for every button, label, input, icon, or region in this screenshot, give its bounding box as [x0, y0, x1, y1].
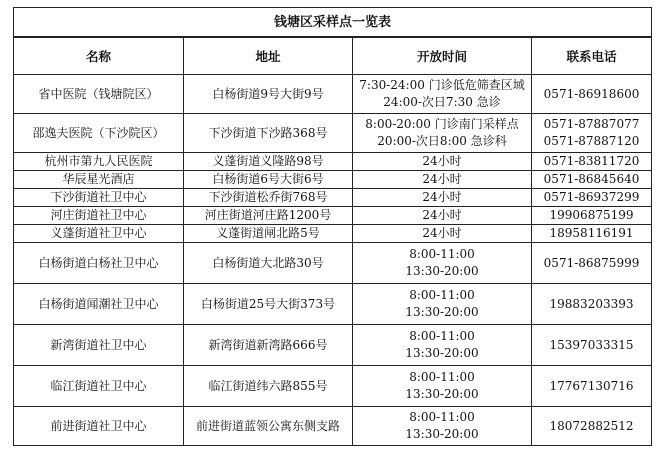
table-row — [14, 366, 652, 407]
hours-line: 8:00-11:00 — [409, 410, 475, 424]
site-name: 华辰星光酒店 — [14, 171, 184, 189]
site-address: 白杨街道9号大街9号 — [184, 75, 353, 114]
table-row — [14, 171, 652, 189]
site-hours: 24小时 — [353, 207, 532, 225]
site-phone: 18958116191 — [532, 225, 652, 243]
table-row — [14, 225, 652, 243]
hours-line: 13:30-20:00 — [405, 427, 479, 441]
site-phone: 0571-83811720 — [532, 153, 652, 171]
table-row — [14, 407, 652, 446]
table-row — [14, 207, 652, 225]
site-address: 新湾街道新湾路666号 — [184, 325, 353, 366]
site-address: 河庄街道河庄路1200号 — [184, 207, 353, 225]
site-phone: 0571-86845640 — [532, 171, 652, 189]
site-name: 杭州市第九人民医院 — [14, 153, 184, 171]
site-hours — [353, 75, 532, 114]
site-hours — [353, 325, 532, 366]
site-hours: 24小时 — [353, 153, 532, 171]
site-name: 新湾街道社卫中心 — [14, 325, 184, 366]
site-name: 下沙街道社卫中心 — [14, 189, 184, 207]
site-hours — [353, 407, 532, 446]
hours-line: 8:00-20:00 门诊南门采样点 — [365, 117, 519, 131]
site-name: 临江街道社卫中心 — [14, 366, 184, 407]
site-name: 省中医院（钱塘院区） — [14, 75, 184, 114]
hours-line: 13:30-20:00 — [405, 305, 479, 319]
column-header-hours: 开放时间 — [353, 37, 532, 75]
site-phone: 18072882512 — [532, 407, 652, 446]
sampling-sites-sheet — [13, 7, 651, 446]
table-row — [14, 189, 652, 207]
hours-line: 8:00-11:00 — [409, 370, 475, 384]
site-address: 义蓬街道闸北路5号 — [184, 225, 353, 243]
phone-line: 0571-87887120 — [543, 134, 640, 148]
hours-line: 13:30-20:00 — [405, 346, 479, 360]
table-row — [14, 243, 652, 284]
site-address: 前进街道蓝领公寓东侧支路 — [184, 407, 353, 446]
hours-line: 8:00-11:00 — [409, 247, 475, 261]
site-address: 义蓬街道义隆路98号 — [184, 153, 353, 171]
site-hours — [353, 114, 532, 153]
site-name: 白杨街道白杨社卫中心 — [14, 243, 184, 284]
site-address: 白杨街道6号大街6号 — [184, 171, 353, 189]
site-phone: 19883203393 — [532, 284, 652, 325]
site-phone: 19906875199 — [532, 207, 652, 225]
hours-line: 13:30-20:00 — [405, 387, 479, 401]
table-title: 钱塘区采样点一览表 — [14, 8, 652, 38]
table-row — [14, 114, 652, 153]
site-phone: 0571-86918600 — [532, 75, 652, 114]
hours-line: 13:30-20:00 — [405, 264, 479, 278]
site-hours: 24小时 — [353, 171, 532, 189]
column-header-name: 名称 — [14, 37, 184, 75]
table-row — [14, 284, 652, 325]
site-name: 邵逸夫医院（下沙院区） — [14, 114, 184, 153]
site-name: 河庄街道社卫中心 — [14, 207, 184, 225]
site-address: 临江街道纬六路855号 — [184, 366, 353, 407]
hours-line: 7:30-24:00 门诊低危筛查区域 — [359, 78, 525, 92]
hours-line: 24:00-次日7:30 急诊 — [383, 95, 501, 109]
site-hours: 24小时 — [353, 189, 532, 207]
column-header-phone: 联系电话 — [532, 37, 652, 75]
site-phone: 15397033315 — [532, 325, 652, 366]
site-name: 义蓬街道社卫中心 — [14, 225, 184, 243]
table-row — [14, 153, 652, 171]
site-hours — [353, 366, 532, 407]
table-row — [14, 325, 652, 366]
table-row — [14, 75, 652, 114]
site-phone: 0571-86875999 — [532, 243, 652, 284]
site-name: 白杨街道闻潮社卫中心 — [14, 284, 184, 325]
site-address: 下沙街道下沙路368号 — [184, 114, 353, 153]
hours-line: 8:00-11:00 — [409, 288, 475, 302]
site-phone: 0571-86937299 — [532, 189, 652, 207]
site-hours — [353, 243, 532, 284]
site-hours — [353, 284, 532, 325]
site-address: 白杨街道25号大街373号 — [184, 284, 353, 325]
site-phone — [532, 114, 652, 153]
site-address: 白杨街道大北路30号 — [184, 243, 353, 284]
hours-line: 20:00-次日8:00 急诊科 — [377, 134, 507, 148]
sampling-sites-table — [13, 7, 652, 446]
site-phone: 17767130716 — [532, 366, 652, 407]
hours-line: 8:00-11:00 — [409, 329, 475, 343]
site-name: 前进街道社卫中心 — [14, 407, 184, 446]
site-address: 下沙街道松乔街768号 — [184, 189, 353, 207]
phone-line: 0571-87887077 — [543, 117, 640, 131]
site-hours: 24小时 — [353, 225, 532, 243]
column-header-address: 地址 — [184, 37, 353, 75]
